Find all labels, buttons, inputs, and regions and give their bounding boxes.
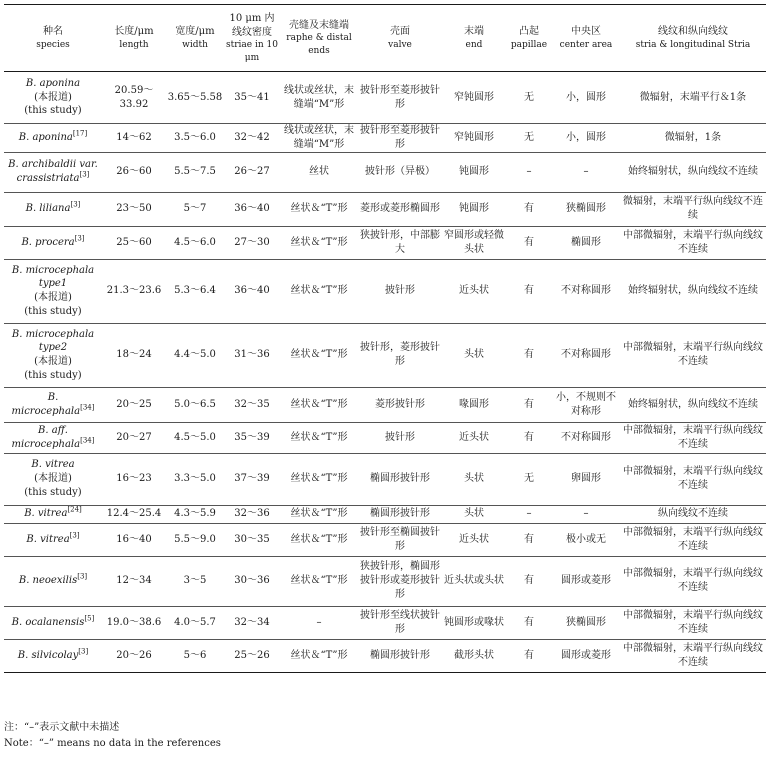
raphe-cell: – bbox=[280, 606, 358, 639]
length-cell: 12～34 bbox=[102, 556, 166, 606]
comparison-table bbox=[4, 4, 766, 673]
stria-cell: 中部微辐射，末端平行纵向线纹不连续 bbox=[620, 523, 766, 556]
table-row bbox=[4, 505, 766, 523]
width-cell: 4.5～6.0 bbox=[166, 226, 224, 259]
species-reference: [5] bbox=[84, 614, 95, 623]
species-cell bbox=[4, 192, 102, 226]
end-cell: 头状 bbox=[442, 453, 506, 505]
table-row bbox=[4, 124, 766, 153]
species-reference: [17] bbox=[72, 129, 88, 138]
striae-density-cell: 36～40 bbox=[224, 259, 280, 323]
raphe-cell: 丝状 bbox=[280, 152, 358, 192]
species-source-cn: (本报道) bbox=[34, 356, 72, 368]
column-header bbox=[4, 5, 102, 72]
species-cell bbox=[4, 259, 102, 323]
width-cell: 5～6 bbox=[166, 639, 224, 672]
center-area-cell: 小，不规则不对称形 bbox=[552, 387, 620, 422]
column-header-cn: 线纹和纵向线纹 bbox=[658, 25, 728, 37]
stria-cell: 纵向线纹不连续 bbox=[620, 505, 766, 523]
column-header bbox=[506, 5, 552, 72]
stria-cell: 始终辐射状，纵向线纹不连续 bbox=[620, 259, 766, 323]
width-cell: 3～5 bbox=[166, 556, 224, 606]
papillae-cell: 有 bbox=[506, 387, 552, 422]
width-cell: 4.0～5.7 bbox=[166, 606, 224, 639]
stria-cell: 中部微辐射，末端平行纵向线纹不连续 bbox=[620, 453, 766, 505]
column-header-en: papillae bbox=[510, 39, 548, 50]
stria-cell: 微辐射，末端平行＆1条 bbox=[620, 72, 766, 124]
end-cell: 喙圆形 bbox=[442, 387, 506, 422]
raphe-cell: 线状或丝状，末缝端“M”形 bbox=[280, 72, 358, 124]
length-cell: 18～24 bbox=[102, 323, 166, 387]
species-reference: [3] bbox=[77, 572, 88, 581]
striae-density-cell: 32～34 bbox=[224, 606, 280, 639]
column-header bbox=[620, 5, 766, 72]
column-header-en: valve bbox=[388, 39, 412, 50]
table-row bbox=[4, 152, 766, 192]
width-cell: 5.3～6.4 bbox=[166, 259, 224, 323]
table-row bbox=[4, 639, 766, 672]
stria-cell: 中部微辐射，末端平行纵向线纹不连续 bbox=[620, 639, 766, 672]
table-row bbox=[4, 422, 766, 453]
length-cell: 19.0～38.6 bbox=[102, 606, 166, 639]
striae-density-cell: 31～36 bbox=[224, 323, 280, 387]
raphe-cell: 丝状＆“T”形 bbox=[280, 556, 358, 606]
raphe-cell: 丝状＆“T”形 bbox=[280, 639, 358, 672]
papillae-cell: 有 bbox=[506, 639, 552, 672]
end-cell: 头状 bbox=[442, 505, 506, 523]
column-header-cn: 壳面 bbox=[390, 25, 410, 37]
stria-cell: 微辐射，末端平行纵向线纹不连续 bbox=[620, 192, 766, 226]
species-cell bbox=[4, 523, 102, 556]
table-row bbox=[4, 606, 766, 639]
raphe-cell: 丝状＆“T”形 bbox=[280, 453, 358, 505]
note-chinese: 注：“–”表示文献中未描述 bbox=[4, 722, 120, 733]
column-header-en: raphe & distal ends bbox=[286, 33, 352, 56]
end-cell: 近头状或头状 bbox=[442, 556, 506, 606]
width-cell: 5～7 bbox=[166, 192, 224, 226]
center-area-cell: – bbox=[552, 505, 620, 523]
species-cell bbox=[4, 124, 102, 153]
center-area-cell: – bbox=[552, 152, 620, 192]
papillae-cell: 有 bbox=[506, 556, 552, 606]
raphe-cell: 丝状＆“T”形 bbox=[280, 387, 358, 422]
papillae-cell: – bbox=[506, 505, 552, 523]
table-row bbox=[4, 259, 766, 323]
species-name: B. microcephala bbox=[11, 391, 81, 417]
species-reference: [24] bbox=[67, 505, 82, 514]
valve-cell: 披针形至菱形披针形 bbox=[358, 72, 442, 124]
end-cell: 头状 bbox=[442, 323, 506, 387]
valve-cell: 狭披针形，中部膨大 bbox=[358, 226, 442, 259]
papillae-cell: 无 bbox=[506, 72, 552, 124]
striae-density-cell: 30～36 bbox=[224, 556, 280, 606]
column-header-en: species bbox=[36, 39, 70, 50]
species-name: B. silvicolay bbox=[17, 649, 79, 661]
table-row bbox=[4, 523, 766, 556]
column-header bbox=[552, 5, 620, 72]
end-cell: 近头状 bbox=[442, 523, 506, 556]
species-name: B. archibaldii var. crassistriata bbox=[8, 159, 98, 185]
center-area-cell: 小，圆形 bbox=[552, 124, 620, 153]
end-cell: 钝圆形 bbox=[442, 152, 506, 192]
width-cell: 3.5～6.0 bbox=[166, 124, 224, 153]
species-source-en: (this study) bbox=[24, 305, 82, 317]
table-notes bbox=[4, 720, 221, 751]
end-cell: 窄钝圆形 bbox=[442, 72, 506, 124]
papillae-cell: 有 bbox=[506, 226, 552, 259]
center-area-cell: 狭椭圆形 bbox=[552, 606, 620, 639]
species-cell bbox=[4, 323, 102, 387]
species-source-en: (this study) bbox=[24, 105, 82, 117]
species-name: B. neoexilis bbox=[18, 575, 78, 587]
valve-cell: 椭圆形披针形 bbox=[358, 639, 442, 672]
end-cell: 近头状 bbox=[442, 422, 506, 453]
column-header bbox=[102, 5, 166, 72]
papillae-cell: 有 bbox=[506, 323, 552, 387]
striae-density-cell: 25～26 bbox=[224, 639, 280, 672]
species-name: B. vitrea bbox=[24, 508, 68, 520]
species-name: B. aponina bbox=[25, 77, 81, 89]
striae-density-cell: 37～39 bbox=[224, 453, 280, 505]
species-cell bbox=[4, 505, 102, 523]
center-area-cell: 圆形或菱形 bbox=[552, 556, 620, 606]
table-row bbox=[4, 226, 766, 259]
column-header-en: width bbox=[182, 39, 208, 50]
length-cell: 16～23 bbox=[102, 453, 166, 505]
species-name: B. liliana bbox=[25, 203, 71, 215]
table-row bbox=[4, 72, 766, 124]
striae-density-cell: 32～36 bbox=[224, 505, 280, 523]
end-cell: 钝圆形或喙状 bbox=[442, 606, 506, 639]
raphe-cell: 丝状＆“T”形 bbox=[280, 523, 358, 556]
valve-cell: 椭圆形披针形 bbox=[358, 505, 442, 523]
raphe-cell: 丝状＆“T”形 bbox=[280, 259, 358, 323]
valve-cell: 菱形或菱形椭圆形 bbox=[358, 192, 442, 226]
species-name: B. vitrea bbox=[31, 459, 75, 471]
column-header-cn: 10 μm 内线纹密度 bbox=[229, 12, 275, 38]
raphe-cell: 丝状＆“T”形 bbox=[280, 226, 358, 259]
stria-cell: 中部微辐射，末端平行纵向线纹不连续 bbox=[620, 323, 766, 387]
width-cell: 5.5～9.0 bbox=[166, 523, 224, 556]
width-cell: 3.3～5.0 bbox=[166, 453, 224, 505]
species-name: B. vitrea bbox=[26, 533, 70, 545]
papillae-cell: 有 bbox=[506, 606, 552, 639]
papillae-cell: 有 bbox=[506, 422, 552, 453]
species-cell bbox=[4, 152, 102, 192]
column-header bbox=[280, 5, 358, 72]
column-header-en: stria & longitudinal Stria bbox=[635, 39, 751, 50]
stria-cell: 微辐射，1条 bbox=[620, 124, 766, 153]
length-cell: 20～27 bbox=[102, 422, 166, 453]
column-header bbox=[442, 5, 506, 72]
species-reference: [34] bbox=[80, 403, 95, 412]
table-row bbox=[4, 453, 766, 505]
note-english: Note：“–” means no data in the references bbox=[4, 737, 221, 749]
center-area-cell: 圆形或菱形 bbox=[552, 639, 620, 672]
striae-density-cell: 27～30 bbox=[224, 226, 280, 259]
column-header bbox=[358, 5, 442, 72]
papillae-cell: 有 bbox=[506, 259, 552, 323]
length-cell: 14～62 bbox=[102, 124, 166, 153]
column-header-cn: 种名 bbox=[43, 25, 63, 37]
width-cell: 4.5～5.0 bbox=[166, 422, 224, 453]
column-header bbox=[166, 5, 224, 72]
center-area-cell: 狭椭圆形 bbox=[552, 192, 620, 226]
end-cell: 窄钝圆形 bbox=[442, 124, 506, 153]
species-source-cn: (本报道) bbox=[34, 292, 72, 304]
striae-density-cell: 32～42 bbox=[224, 124, 280, 153]
column-header-en: length bbox=[119, 39, 149, 50]
column-header-en: striae in 10 μm bbox=[226, 40, 278, 63]
valve-cell: 披针形至菱形披针形 bbox=[358, 124, 442, 153]
center-area-cell: 小，圆形 bbox=[552, 72, 620, 124]
species-cell bbox=[4, 387, 102, 422]
papillae-cell: 有 bbox=[506, 523, 552, 556]
length-cell: 20.59～33.92 bbox=[102, 72, 166, 124]
striae-density-cell: 35～39 bbox=[224, 422, 280, 453]
species-reference: [34] bbox=[80, 436, 95, 445]
column-header-en: center area bbox=[559, 39, 613, 50]
end-cell: 截形头状 bbox=[442, 639, 506, 672]
raphe-cell: 丝状＆“T”形 bbox=[280, 192, 358, 226]
valve-cell: 披针形 bbox=[358, 422, 442, 453]
raphe-cell: 丝状＆“T”形 bbox=[280, 323, 358, 387]
raphe-cell: 丝状＆“T”形 bbox=[280, 422, 358, 453]
striae-density-cell: 32～35 bbox=[224, 387, 280, 422]
column-header bbox=[224, 5, 280, 72]
striae-density-cell: 36～40 bbox=[224, 192, 280, 226]
species-reference: [3] bbox=[70, 200, 81, 209]
length-cell: 21.3～23.6 bbox=[102, 259, 166, 323]
end-cell: 近头状 bbox=[442, 259, 506, 323]
species-cell bbox=[4, 422, 102, 453]
length-cell: 20～26 bbox=[102, 639, 166, 672]
species-name: B. microcephala type2 bbox=[11, 328, 95, 354]
width-cell: 5.5～7.5 bbox=[166, 152, 224, 192]
species-reference: [3] bbox=[78, 647, 89, 656]
species-reference: [3] bbox=[74, 234, 85, 243]
center-area-cell: 椭圆形 bbox=[552, 226, 620, 259]
table-row bbox=[4, 556, 766, 606]
species-source-cn: (本报道) bbox=[34, 91, 72, 103]
species-name: B. aponina bbox=[18, 131, 73, 143]
center-area-cell: 卵圆形 bbox=[552, 453, 620, 505]
species-name: B. microcephala type1 bbox=[11, 264, 95, 290]
column-header-cn: 宽度/μm bbox=[175, 25, 215, 37]
valve-cell: 椭圆形披针形 bbox=[358, 453, 442, 505]
length-cell: 20～25 bbox=[102, 387, 166, 422]
species-source-en: (this study) bbox=[24, 369, 82, 381]
stria-cell: 中部微辐射，末端平行纵向线纹不连续 bbox=[620, 556, 766, 606]
width-cell: 4.4～5.0 bbox=[166, 323, 224, 387]
valve-cell: 菱形披针形 bbox=[358, 387, 442, 422]
end-cell: 窄圆形或轻微头状 bbox=[442, 226, 506, 259]
length-cell: 23～50 bbox=[102, 192, 166, 226]
species-reference: [3] bbox=[69, 531, 80, 540]
raphe-cell: 线状或丝状，末缝端“M”形 bbox=[280, 124, 358, 153]
length-cell: 26～60 bbox=[102, 152, 166, 192]
species-reference: [3] bbox=[79, 170, 90, 179]
striae-density-cell: 26～27 bbox=[224, 152, 280, 192]
end-cell: 钝圆形 bbox=[442, 192, 506, 226]
table-row bbox=[4, 323, 766, 387]
species-cell bbox=[4, 72, 102, 124]
raphe-cell: 丝状＆“T”形 bbox=[280, 505, 358, 523]
length-cell: 12.4～25.4 bbox=[102, 505, 166, 523]
valve-cell: 披针形，菱形披针形 bbox=[358, 323, 442, 387]
column-header-cn: 末端 bbox=[464, 25, 484, 37]
width-cell: 3.65～5.58 bbox=[166, 72, 224, 124]
species-cell bbox=[4, 639, 102, 672]
valve-cell: 披针形至椭圆披针形 bbox=[358, 523, 442, 556]
stria-cell: 始终辐射状，纵向线纹不连续 bbox=[620, 152, 766, 192]
table-header-row bbox=[4, 5, 766, 72]
species-cell bbox=[4, 453, 102, 505]
striae-density-cell: 30～35 bbox=[224, 523, 280, 556]
center-area-cell: 不对称圆形 bbox=[552, 259, 620, 323]
stria-cell: 中部微辐射，末端平行纵向线纹不连续 bbox=[620, 606, 766, 639]
column-header-cn: 凸起 bbox=[519, 25, 539, 37]
papillae-cell: – bbox=[506, 152, 552, 192]
column-header-en: end bbox=[465, 39, 483, 50]
length-cell: 16～40 bbox=[102, 523, 166, 556]
stria-cell: 中部微辐射，末端平行纵向线纹不连续 bbox=[620, 422, 766, 453]
stria-cell: 中部微辐射，末端平行纵向线纹不连续 bbox=[620, 226, 766, 259]
column-header-cn: 壳缝及末缝端 bbox=[289, 19, 349, 31]
valve-cell: 披针形（异极） bbox=[358, 152, 442, 192]
stria-cell: 始终辐射状，纵向线纹不连续 bbox=[620, 387, 766, 422]
center-area-cell: 不对称圆形 bbox=[552, 323, 620, 387]
species-name: B. procera bbox=[21, 236, 75, 248]
width-cell: 5.0～6.5 bbox=[166, 387, 224, 422]
table-body bbox=[4, 72, 766, 673]
center-area-cell: 不对称圆形 bbox=[552, 422, 620, 453]
species-source-cn: (本报道) bbox=[34, 473, 72, 485]
species-name: B. ocalanensis bbox=[11, 616, 85, 628]
table-row bbox=[4, 387, 766, 422]
valve-cell: 狭披针形，椭圆形披针形或菱形披针形 bbox=[358, 556, 442, 606]
valve-cell: 披针形 bbox=[358, 259, 442, 323]
papillae-cell: 有 bbox=[506, 192, 552, 226]
table-row bbox=[4, 192, 766, 226]
papillae-cell: 无 bbox=[506, 124, 552, 153]
papillae-cell: 无 bbox=[506, 453, 552, 505]
column-header-cn: 长度/μm bbox=[114, 25, 154, 37]
column-header-cn: 中央区 bbox=[571, 25, 601, 37]
species-cell bbox=[4, 226, 102, 259]
length-cell: 25～60 bbox=[102, 226, 166, 259]
species-cell bbox=[4, 606, 102, 639]
species-source-en: (this study) bbox=[24, 486, 82, 498]
species-name: B. aff. microcephala bbox=[11, 424, 81, 450]
width-cell: 4.3～5.9 bbox=[166, 505, 224, 523]
striae-density-cell: 35～41 bbox=[224, 72, 280, 124]
valve-cell: 披针形至线状披针形 bbox=[358, 606, 442, 639]
center-area-cell: 极小或无 bbox=[552, 523, 620, 556]
species-cell bbox=[4, 556, 102, 606]
